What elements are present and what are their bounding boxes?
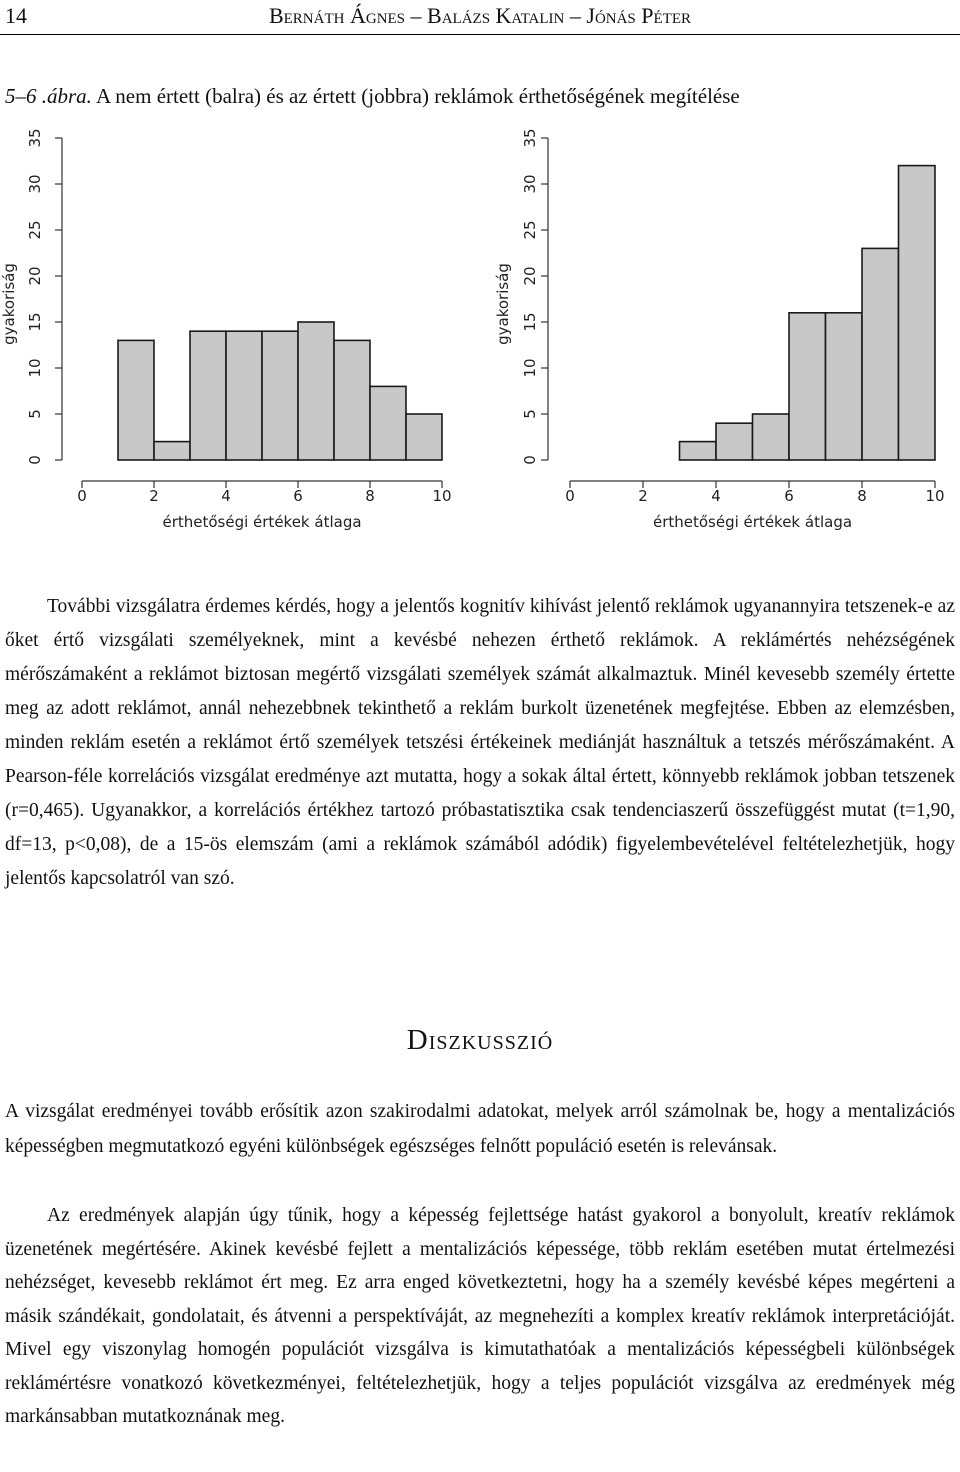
- x-tick-label: 2: [638, 487, 648, 505]
- x-tick-label: 8: [857, 487, 867, 505]
- histogram-bar: [262, 331, 298, 460]
- x-axis-label: érthetőségi értékek átlaga: [652, 513, 853, 531]
- y-tick-label: 30: [26, 174, 44, 194]
- x-tick-label: 6: [784, 487, 794, 505]
- y-tick-label: 5: [521, 409, 539, 419]
- histogram-bar: [226, 331, 262, 460]
- x-tick-label: 2: [149, 487, 159, 505]
- y-tick-label: 10: [26, 358, 44, 378]
- y-tick-label: 5: [26, 409, 44, 419]
- histogram-bar: [826, 313, 863, 460]
- x-tick-label: 6: [293, 487, 303, 505]
- histogram-bar: [118, 340, 154, 460]
- y-tick-label: 20: [521, 266, 539, 286]
- x-tick-label: 4: [221, 487, 231, 505]
- x-tick-label: 10: [432, 487, 452, 505]
- y-tick-label: 25: [521, 220, 539, 240]
- histogram-bar: [680, 442, 717, 460]
- histogram-bar: [716, 423, 753, 460]
- paragraph-2: A vizsgálat eredményei tovább erősítik azon szakirodalmi adatokat, melyek arról számolnak be, hogy a mentalizációs képességben megmutatkozó egyéni különbségek egészséges felnőtt populáció esetén is relevánsak.: [5, 1101, 955, 1157]
- y-tick-label: 35: [521, 128, 539, 148]
- discussion-paragraph-2: [5, 1199, 955, 1434]
- y-tick-label: 0: [26, 455, 44, 465]
- y-tick-label: 25: [26, 220, 44, 240]
- y-tick-label: 15: [521, 312, 539, 332]
- histogram-bar: [406, 414, 442, 460]
- y-axis-label: gyakoriság: [0, 263, 18, 345]
- page-number: 14: [5, 3, 27, 28]
- histogram-left: [0, 120, 480, 540]
- y-tick-label: 20: [26, 266, 44, 286]
- x-tick-label: 10: [925, 487, 945, 505]
- figure-caption-text: A nem értett (balra) és az értett (jobbra) reklámok érthetőségének megítélése: [91, 84, 740, 108]
- histogram-bar: [190, 331, 226, 460]
- histogram-bar: [334, 340, 370, 460]
- y-axis-label: gyakoriság: [494, 263, 512, 345]
- y-tick-label: 30: [521, 174, 539, 194]
- x-tick-label: 8: [365, 487, 375, 505]
- histogram-bar: [298, 322, 334, 460]
- histogram-bar: [789, 313, 826, 460]
- histogram-bar: [899, 166, 936, 460]
- figure-label: 5–6 .ábra.: [5, 84, 92, 108]
- histogram-bar: [154, 442, 190, 460]
- histogram-right: [480, 120, 960, 540]
- y-tick-label: 35: [26, 128, 44, 148]
- histogram-bar: [862, 248, 899, 460]
- x-tick-label: 0: [565, 487, 575, 505]
- x-tick-label: 0: [77, 487, 87, 505]
- x-axis-label: érthetőségi értékek átlaga: [162, 513, 362, 531]
- y-tick-label: 0: [521, 455, 539, 465]
- page-header: [0, 0, 960, 35]
- x-tick-label: 4: [711, 487, 721, 505]
- paragraph-3: Az eredmények alapján úgy tűnik, hogy a képesség fejlettsége hatást gyakorol a bonyolult, kreatív reklámok üzenetének megértésére. Akinek kevésbé fejlett a mentalizációs képessége, több reklám esetében mutat értelmezési nehézséget, kevesebb reklámot ért meg. Ez arra enged következtetni, hogy ha a személy kevésbé képes megérteni a másik szándékait, gondolatait, és átvenni a perspektíváját, az megnehezíti a komplex kreatív reklámok interpretációját. Mivel egy viszonylag homogén populációt vizsgálva is kimutathatóak a mentalizációs képességbeli különbségek reklámértésre vonatkozó következményei, feltételezhetjük, hogy a teljes populációt vizsgálva az eredmények még markánsabban mutatkoznának meg.: [5, 1205, 955, 1427]
- y-tick-label: 15: [26, 312, 44, 332]
- histogram-bar: [753, 414, 790, 460]
- figure-caption: [5, 84, 740, 109]
- section-heading: Diszkusszió: [406, 1024, 554, 1056]
- y-tick-label: 10: [521, 358, 539, 378]
- paragraph-1: További vizsgálatra érdemes kérdés, hogy a jelentős kognitív kihívást jelentő reklámok ugyanannyira tetszenek-e az őket értő vizsgálati személyeknek, mint a kevésbé nehezen érthető reklámok. A reklámértés nehézségének mérőszámaként a reklámot biztosan megértő vizsgálati személyek számát alkalmaztuk. Minél kevesebb személy értette meg az adott reklámot, annál nehezebbnek tekinthető a reklám burkolt üzenetének megfejtése. Ebben az elemzésben, minden reklám esetén a reklámot értő személyek tetszési értékeinek mediánját használtuk a tetszés mérőszámaként. A Pearson-féle korrelációs vizsgálat eredménye azt mutatta, hogy a sokak által értett, könnyebb reklámok jobban tetszenek (r=0,465). Ugyanakkor, a korrelációs értékhez tartozó próbastatisztika csak tendenciaszerű összefüggést mutat (t=1,90, df=13, p<0,08), de a 15-ös elemszám (ami a reklámok számából adódik) figyelembevételével feltételezhetjük, hogy jelentős kapcsolatról van szó.: [5, 596, 955, 889]
- results-paragraph: [5, 590, 955, 896]
- running-head-authors: Bernáth Ágnes – Balázs Katalin – Jónás Péter: [268, 3, 692, 28]
- histogram-bar: [370, 386, 406, 460]
- discussion-paragraph-1: [5, 1094, 955, 1164]
